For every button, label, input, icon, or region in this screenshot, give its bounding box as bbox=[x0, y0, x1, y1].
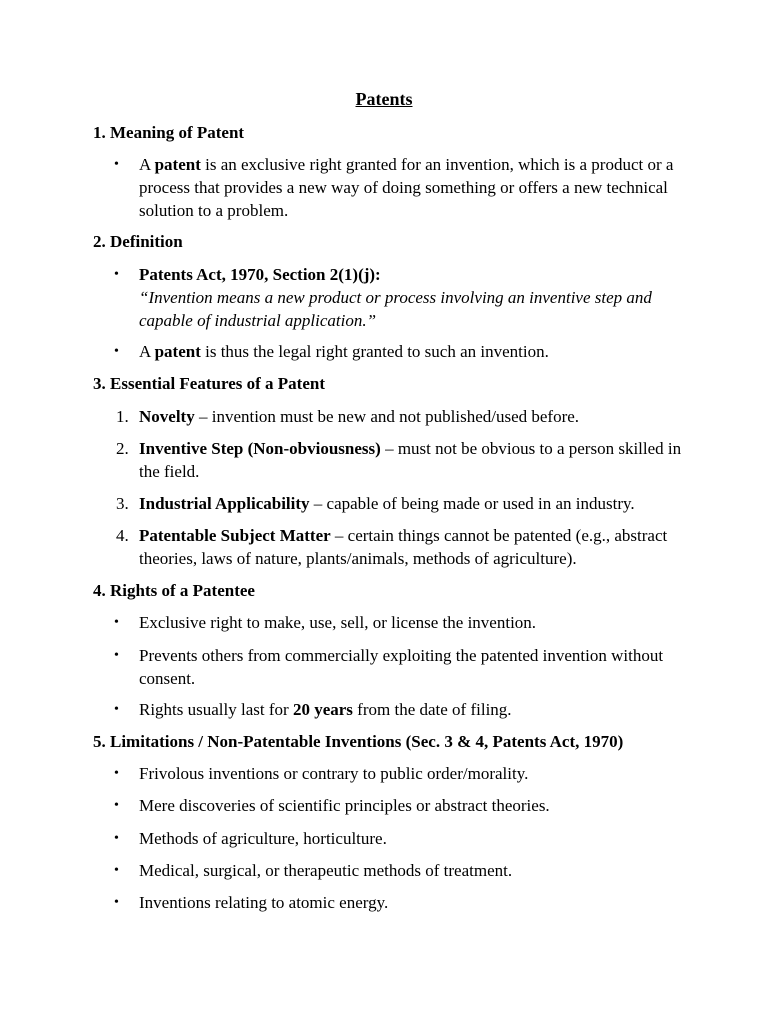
item-text: from the date of filing. bbox=[352, 700, 512, 719]
item-term: 20 years bbox=[292, 700, 353, 719]
list-item: Inventions relating to atomic energy. bbox=[139, 893, 389, 912]
item-text: is thus the legal right granted to such an invention. bbox=[200, 342, 549, 361]
bullet-marker: • bbox=[114, 344, 119, 359]
list-item: Mere discoveries of scientific principles or abstract theories. bbox=[139, 796, 550, 815]
list-item: Methods of agriculture, horticulture. bbox=[139, 829, 387, 848]
item-term: Novelty bbox=[139, 407, 195, 426]
definition-quote: “Invention means a new product or process involving an inventive step and capable of industrial application.” bbox=[139, 288, 652, 330]
bullet-marker: • bbox=[114, 267, 119, 282]
item-text: – invention must be new and not published/used before. bbox=[194, 407, 580, 426]
list-item bbox=[139, 405, 687, 428]
bullet-marker: • bbox=[114, 895, 119, 910]
item-term: Patents Act, 1970, Section 2(1)(j): bbox=[139, 265, 381, 284]
page-title: Patents bbox=[355, 89, 413, 109]
list-item: Exclusive right to make, use, sell, or license the invention. bbox=[139, 613, 537, 632]
bullet-marker: • bbox=[114, 863, 119, 878]
bullet-marker: • bbox=[114, 766, 119, 781]
list-item bbox=[139, 698, 687, 721]
list-item: Prevents others from commercially exploiting the patented invention without consent. bbox=[139, 646, 664, 688]
list-item bbox=[139, 263, 687, 332]
item-term: patent bbox=[154, 155, 201, 174]
item-text: is an exclusive right granted for an invention, which is a product or a process that provides a new way of doing something or offers a new technical solution to a problem. bbox=[139, 155, 674, 220]
section-heading-rights: 4. Rights of a Patentee bbox=[93, 581, 255, 600]
list-item bbox=[139, 340, 687, 363]
bullet-marker: • bbox=[114, 702, 119, 717]
item-term: Patentable Subject Matter bbox=[139, 526, 331, 545]
section-heading-features: 3. Essential Features of a Patent bbox=[93, 374, 325, 393]
item-text: – must not be obvious to a person skilled in the field. bbox=[139, 439, 682, 481]
item-text: Rights usually last for bbox=[139, 700, 293, 719]
item-text: – capable of being made or used in an industry. bbox=[309, 494, 635, 513]
item-text: A bbox=[139, 342, 155, 361]
list-number: 1. bbox=[116, 407, 129, 426]
section-heading-limitations: 5. Limitations / Non-Patentable Inventions (Sec. 3 & 4, Patents Act, 1970) bbox=[93, 732, 624, 751]
bullet-marker: • bbox=[114, 831, 119, 846]
bullet-marker: • bbox=[114, 615, 119, 630]
list-item bbox=[139, 524, 687, 570]
item-term: Industrial Applicability bbox=[139, 494, 310, 513]
bullet-marker: • bbox=[114, 798, 119, 813]
list-item bbox=[139, 437, 687, 483]
list-number: 4. bbox=[116, 526, 129, 545]
item-term: Inventive Step (Non-obviousness) bbox=[139, 439, 381, 458]
item-text: – certain things cannot be patented (e.g., abstract theories, laws of nature, plants/animals, methods of agriculture). bbox=[139, 526, 668, 568]
list-number: 3. bbox=[116, 494, 129, 513]
list-item: Medical, surgical, or therapeutic methods of treatment. bbox=[139, 861, 513, 880]
bullet-marker: • bbox=[114, 648, 119, 663]
list-item bbox=[139, 153, 687, 222]
list-item: Frivolous inventions or contrary to public order/morality. bbox=[139, 764, 529, 783]
list-number: 2. bbox=[116, 439, 129, 458]
item-text: A bbox=[139, 155, 155, 174]
list-item bbox=[139, 492, 687, 515]
bullet-marker: • bbox=[114, 157, 119, 172]
item-term: patent bbox=[154, 342, 201, 361]
section-heading-meaning: 1. Meaning of Patent bbox=[93, 123, 245, 142]
section-heading-definition: 2. Definition bbox=[93, 232, 183, 251]
